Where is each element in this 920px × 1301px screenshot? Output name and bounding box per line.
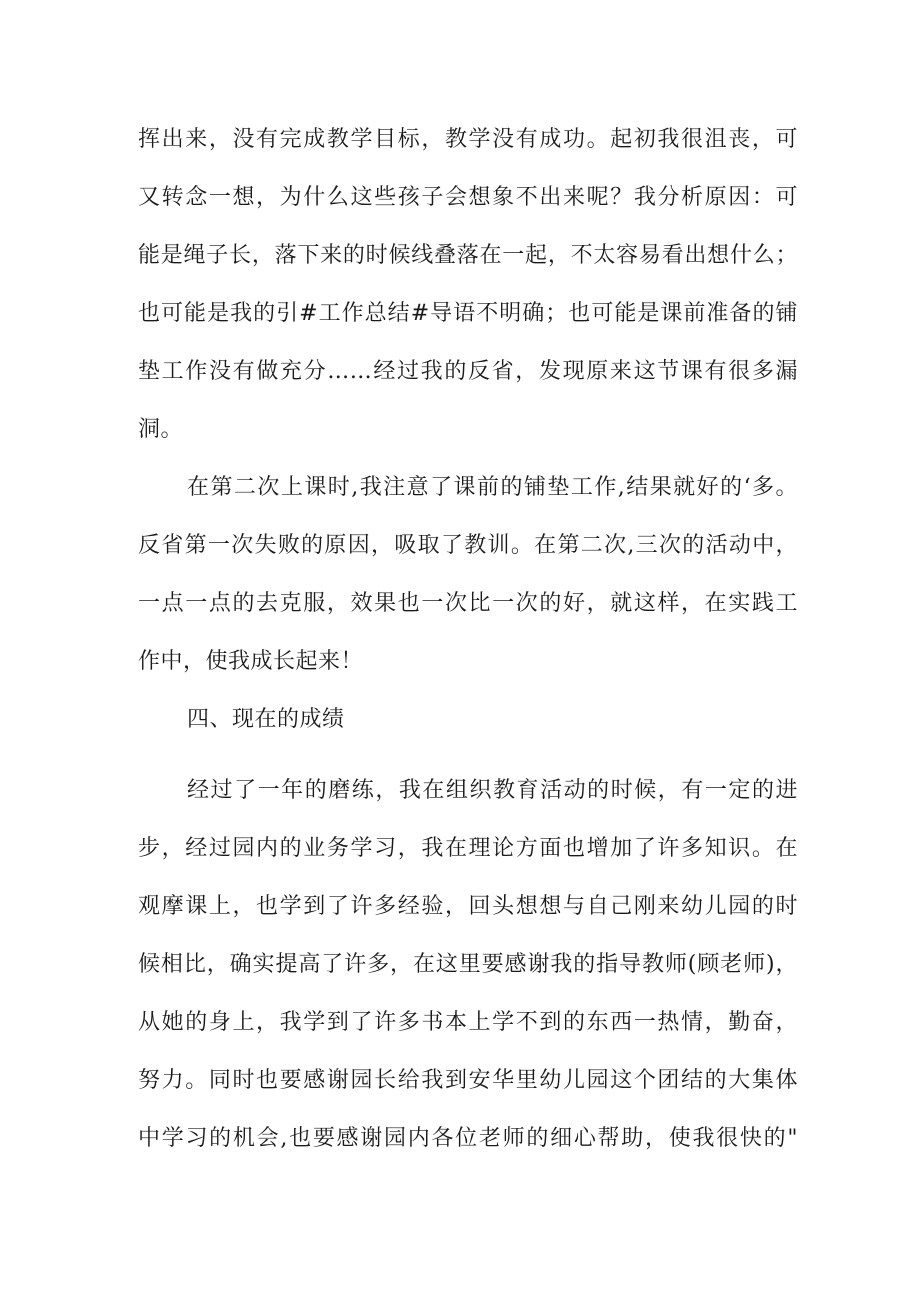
- text-line: 一点一点的去克服，效果也一次比一次的好，就这样，在实践工: [138, 591, 798, 616]
- text-line: 中学习的机会,也要感谢园内各位老师的细心帮助，使我很快的": [138, 1126, 798, 1151]
- text-line: 候相比，确实提高了许多，在这里要感谢我的指导教师(顾老师)，: [138, 952, 798, 977]
- text-line: 观摩课上，也学到了许多经验，回头想想与自己刚来幼儿园的时: [138, 894, 798, 919]
- text-line: 垫工作没有做充分……经过我的反省，发现原来这节课有很多漏: [138, 359, 798, 384]
- text-line: 步，经过园内的业务学习，我在理论方面也增加了许多知识。在: [138, 836, 798, 861]
- text-line: 在第二次上课时,我注意了课前的铺垫工作,结果就好的‘多。: [187, 475, 798, 500]
- text-line: 从她的身上，我学到了许多书本上学不到的东西一热情，勤奋，: [138, 1010, 798, 1035]
- text-line: 作中，使我成长起来！: [138, 649, 364, 674]
- section-heading: 四、现在的成绩: [187, 707, 345, 732]
- text-line: 洞。: [138, 417, 184, 442]
- text-line: 努力。同时也要感谢园长给我到安华里幼儿园这个团结的大集体: [138, 1068, 798, 1093]
- text-line: 能是绳子长，落下来的时候线叠落在一起，不太容易看出想什么；: [138, 243, 798, 268]
- text-line: 经过了一年的磨练，我在组织教育活动的时候，有一定的进: [187, 778, 798, 803]
- text-line: 又转念一想，为什么这些孩子会想象不出来呢？我分析原因：可: [138, 185, 798, 210]
- text-line: 也可能是我的引#工作总结#导语不明确；也可能是课前准备的铺: [138, 301, 798, 326]
- text-line: 挥出来，没有完成教学目标，教学没有成功。起初我很沮丧，可: [138, 127, 798, 152]
- text-line: 反省第一次失败的原因，吸取了教训。在第二次,三次的活动中，: [138, 533, 798, 558]
